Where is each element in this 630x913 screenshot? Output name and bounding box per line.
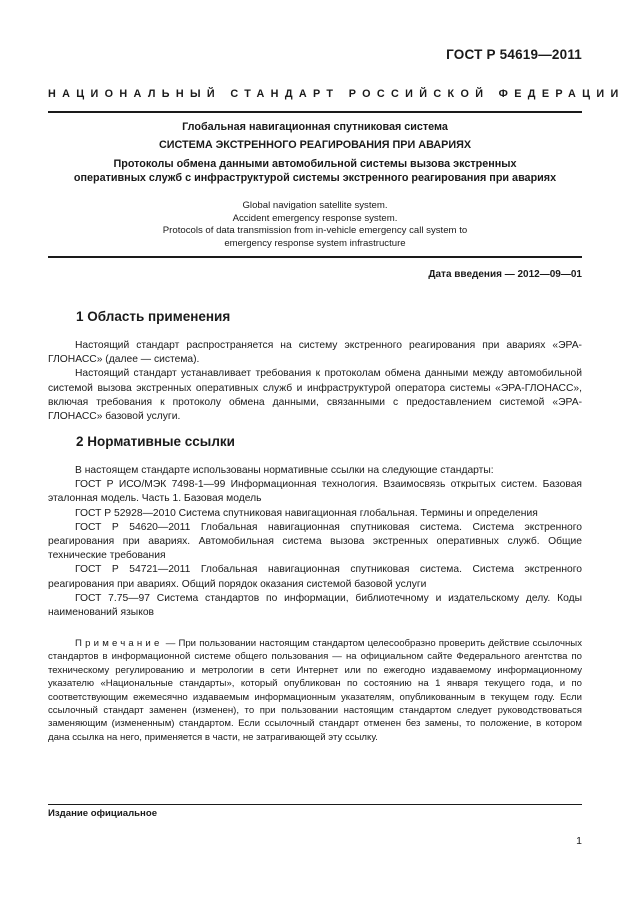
edition-label: Издание официальное <box>48 808 158 819</box>
note-label: Примечание <box>75 638 163 649</box>
english-title-line-4: emergency response system infrastructure <box>224 237 406 249</box>
title-divider <box>48 256 582 258</box>
note-block <box>48 637 582 744</box>
header-divider <box>48 111 582 113</box>
reference-item: ГОСТ Р 54721—2011 Глобальная навигационная спутниковая система. Система экстренного реагирования при авариях. Общий порядок оказания системой базовой услуги <box>48 564 582 590</box>
english-title-line-3: Protocols of data transmission from in-vehicle emergency call system to <box>162 225 468 236</box>
note-paragraph <box>48 637 582 744</box>
section-2-body <box>48 464 582 620</box>
english-title-line-1: Global navigation satellite system. <box>242 200 388 211</box>
section-1-heading: 1 Область применения <box>76 309 231 324</box>
reference-item: ГОСТ Р 52928—2010 Система спутниковая навигационная глобальная. Термины и определения <box>75 507 538 519</box>
national-standard-banner: НАЦИОНАЛЬНЫЙ СТАНДАРТ РОССИЙСКОЙ ФЕДЕРАЦИИ <box>48 88 625 100</box>
title-block <box>48 121 582 185</box>
section-2-intro: В настоящем стандарте использованы нормативные ссылки на следующие стандарты: <box>75 465 494 476</box>
document-code: ГОСТ Р 54619—2011 <box>446 47 582 62</box>
title-line-3 <box>48 157 582 185</box>
page-number: 1 <box>576 835 582 847</box>
section-2-heading: 2 Нормативные ссылки <box>76 434 235 449</box>
english-title-block <box>48 200 582 250</box>
reference-item: ГОСТ 7.75—97 Система стандартов по информации, библиотечному и издательскому делу. Коды наименований языков <box>48 592 582 619</box>
section-1-body <box>48 339 582 424</box>
footer-divider <box>48 804 582 805</box>
reference-item: ГОСТ Р ИСО/МЭК 7498-1—99 Информационная технология. Взаимосвязь открытых систем. Базовая эталонная модель. Часть 1. Базовая модель <box>48 479 582 505</box>
english-title-line-2: Accident emergency response system. <box>232 212 398 224</box>
title-line-1: Глобальная навигационная спутниковая система <box>182 121 448 133</box>
section-1-paragraph: Настоящий стандарт устанавливает требования к протоколам обмена данными между автомобильной системой вызова экстренных оперативных служб и инфраструктурой оператора системы «ЭРА-ГЛОНАСС», включая требования к протоколу обмена данными, связанными с предоставлением системой «ЭРА-ГЛОНАСС» базовой услуги. <box>48 368 582 423</box>
title-line-3a: Протоколы обмена данными автомобильной системы вызова экстренных <box>113 158 517 170</box>
title-line-3b: оперативных служб с инфраструктурой системы экстренного реагирования при авариях <box>73 172 557 184</box>
note-text: — При пользовании настоящим стандартом целесообразно проверить действие ссылочных стандартов в информационной системе общего пользования — на официальном сайте Федерального агентства по техническому регулированию и метрологии в сети Интернет или по ежегодно издаваемому информационному указателю «Национальные стандарты», который опубликован по состоянию на 1 января текущего года, и по соответствующим ежемесячно издаваемым информационным указателям, опубликованным в текущем году. Если ссылочный стандарт заменен (изменен), то при пользовании настоящим стандартом следует руководствоваться заменяющим (измененным) стандартом. Если ссылочный стандарт отменен без замены, то положение, в котором дана ссылка на него, применяется в части, не затрагивающей эту ссылку. <box>48 638 582 743</box>
reference-item: ГОСТ Р 54620—2011 Глобальная навигационная спутниковая система. Система экстренного реагирования при авариях. Автомобильная система вызова экстренных оперативных служб. Общие технические требования <box>48 521 582 562</box>
section-1-paragraph: Настоящий стандарт распространяется на систему экстренного реагирования при авариях «ЭРА-ГЛОНАСС» (далее — система). <box>48 340 582 366</box>
intro-date: Дата введения — 2012—09—01 <box>428 269 582 280</box>
title-line-2: СИСТЕМА ЭКСТРЕННОГО РЕАГИРОВАНИЯ ПРИ АВАРИЯХ <box>158 139 472 151</box>
